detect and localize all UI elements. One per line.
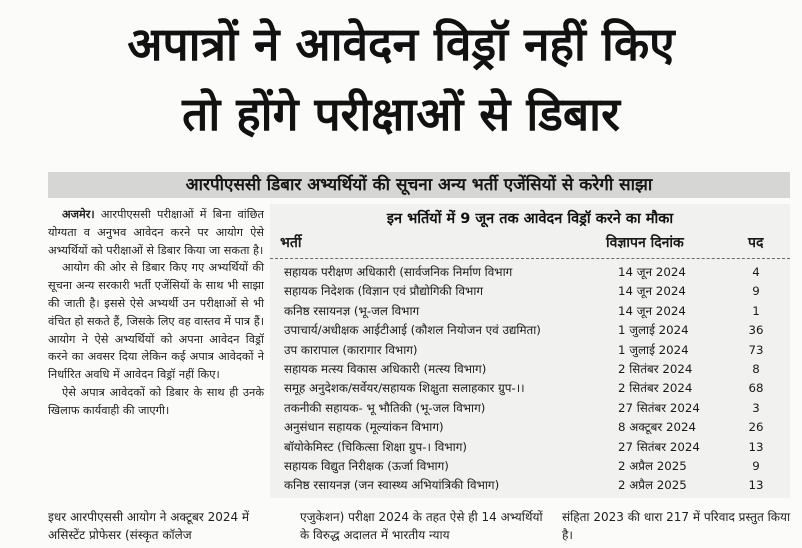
header-divider: [270, 258, 790, 260]
cell-post: सहायक निदेशक (विज्ञान एवं प्रौद्योगिकी विभाग: [284, 284, 484, 299]
table-body: [270, 263, 790, 496]
cell-count: 13: [748, 439, 764, 454]
cell-count: 3: [752, 400, 760, 415]
cell-post: सहायक विद्युत निरीक्षक (ऊर्जा विभाग): [284, 458, 449, 473]
cell-count: 9: [752, 458, 760, 473]
table-row: [270, 302, 790, 321]
cell-count: 68: [748, 381, 764, 396]
bottom-column-1: इधर आरपीएससी आयोग ने अक्टूबर 2024 में असिस्टेंट प्रोफेसर (संस्कृत कॉलेज: [48, 510, 250, 542]
cell-post: तकनीकी सहायक- भू भौतिकी (भू-जल विभाग): [284, 400, 486, 415]
cell-post: सहायक मत्स्य विकास अधिकारी (मत्स्य विभाग): [284, 361, 487, 376]
article-para-1-text: आरपीएससी परीक्षाओं में बिना वांछित योग्यता व अनुभव आवेदन करने पर आयोग ऐसे अभ्यर्थियों को परीक्षाओं से डिबार किया जा सकता है।: [48, 208, 264, 257]
table-row: [270, 263, 790, 282]
cell-post: कनिष्ठ रसायनज्ञ (भू-जल विभाग: [284, 303, 420, 318]
recruitment-table: [270, 204, 790, 498]
cell-date: 14 जून 2024: [618, 265, 686, 279]
table-row: [270, 341, 790, 360]
cell-post: बॉयोकेमिस्ट (चिकित्सा शिक्षा ग्रुप-। विभाग): [284, 439, 467, 454]
cell-count: 26: [748, 420, 764, 435]
table-row: [270, 457, 790, 476]
cell-date: 14 जून 2024: [618, 284, 686, 299]
article-para-2: आयोग की ओर से डिबार किए गए अभ्यर्थियों की सूचना अन्य सरकारी भर्ती एजेंसियों के साथ भी साझा की जाती है। इससे ऐसे अभ्यर्थी उन परीक्षाओं से भी वंचित हो सकते हैं, जिसके लिए वह वास्तव में पात्र हैं। आयोग ने ऐसे अभ्यर्थियों को अपना आवेदन विड्रॉ करने का अवसर दिया लेकिन कई अपात्र आवेदकों ने निर्धारित अवधि में आवेदन विड्रॉ नहीं किए।: [48, 261, 264, 382]
cell-post: कनिष्ठ रसायनज्ञ (जन स्वास्थ्य अभियांत्रिकी विभाग): [284, 478, 500, 493]
table-row: [270, 418, 790, 437]
cell-post: उपाचार्य/अधीक्षक आईटीआई (कौशल नियोजन एवं उद्यमिता): [284, 323, 541, 338]
cell-post: समूह अनुदेशक/सर्वेयर/सहायक शिक्षुता सलाहकार ग्रुप-।।: [284, 381, 525, 396]
cell-count: 73: [748, 342, 764, 357]
cell-date: 2 सितंबर 2024: [618, 381, 693, 396]
cell-date: 8 अक्टूबर 2024: [618, 420, 696, 435]
article-para-1: [48, 206, 264, 259]
cell-date: 2 सितंबर 2024: [618, 361, 693, 376]
bottom-column-3: संहिता 2023 की धारा 217 में परिवाद प्रस्तुत किया है।: [562, 510, 791, 542]
cell-count: 4: [752, 265, 760, 279]
cell-date: 1 जुलाई 2024: [618, 323, 689, 338]
cell-count: 36: [748, 323, 764, 338]
table-row: [270, 379, 790, 398]
cell-count: 1: [752, 303, 760, 318]
table-row: [270, 438, 790, 457]
cell-count: 8: [752, 361, 760, 376]
header-count: पद: [748, 235, 764, 251]
bottom-column-2: एजुकेशन) परीक्षा 2024 के तहत ऐसे ही 14 अभ्यर्थियों के विरुद्ध अदालत में भारतीय न्याय: [300, 510, 543, 542]
sub-headline: आरपीएससी डिबार अभ्यर्थियों की सूचना अन्य भर्ती एजेंसियों से करेगी साझा: [48, 172, 790, 198]
table-row: [270, 321, 790, 340]
header-date: विज्ञापन दिनांक: [606, 235, 684, 251]
cell-date: 27 सितंबर 2024: [618, 439, 700, 454]
cell-count: 9: [752, 284, 760, 299]
table-row: [270, 399, 790, 418]
table-row: [270, 282, 790, 301]
table-row: [270, 476, 790, 495]
header-post: भर्ती: [280, 235, 302, 251]
table-title: इन भर्तियों में 9 जून तक आवेदन विड्रॉ करने का मौका: [386, 211, 674, 227]
cell-date: 27 सितंबर 2024: [618, 400, 700, 415]
table-row: [270, 360, 790, 379]
cell-post: उप कारापाल (कारागार विभाग): [284, 342, 418, 357]
headline-line-2: तो होंगे परीक्षाओं से डिबार: [182, 87, 620, 141]
table-header: [270, 232, 790, 254]
cell-date: 14 जून 2024: [618, 303, 686, 318]
cell-post: सहायक परीक्षण अधिकारी (सार्वजनिक निर्माण विभाग: [284, 265, 513, 279]
cell-date: 2 अप्रैल 2025: [618, 458, 687, 473]
headline-line-1: अपात्रों ने आवेदन विड्रॉ नहीं किए: [127, 17, 675, 71]
cell-date: 1 जुलाई 2024: [618, 342, 689, 357]
cell-count: 13: [748, 478, 764, 493]
cell-date: 2 अप्रैल 2025: [618, 478, 687, 493]
cell-post: अनुसंधान सहायक (मूल्यांकन विभाग): [284, 420, 444, 435]
dateline: अजमेर।: [62, 208, 95, 221]
article-para-3: ऐसे अपात्र आवेदकों को डिबार के साथ ही उनके खिलाफ कार्यवाही की जाएगी।: [48, 385, 264, 417]
article-column: [48, 206, 264, 420]
